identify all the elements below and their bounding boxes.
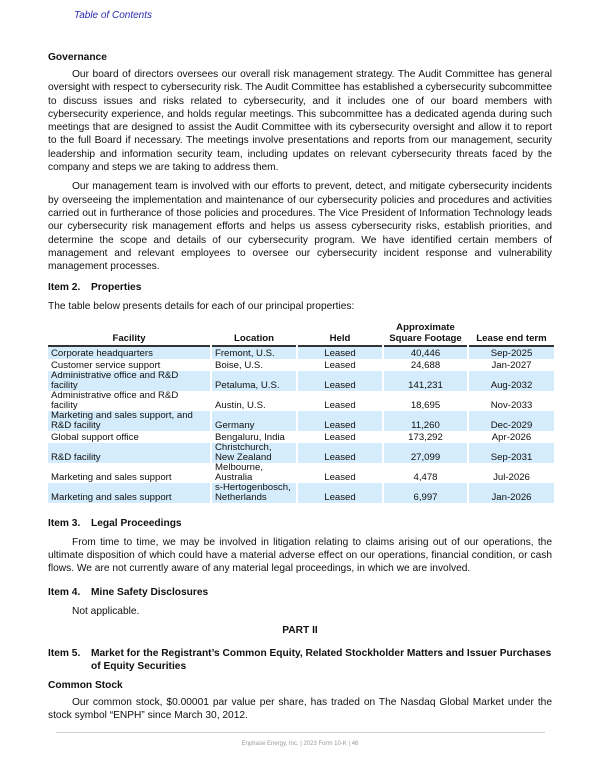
col-header-location: Location xyxy=(212,322,296,347)
cell-lease-end: Aug-2032 xyxy=(469,371,554,391)
table-of-contents-link[interactable]: Table of Contents xyxy=(74,10,153,21)
cell-facility: R&D facility xyxy=(48,443,210,463)
cell-location: Christchurch, New Zealand xyxy=(212,443,296,463)
item5-title: Market for the Registrant’s Common Equity, Related Stockholder Matters and Issuer Purchases of Equity Securities xyxy=(91,647,552,672)
footer-divider xyxy=(56,732,545,733)
cell-lease-end: Sep-2025 xyxy=(469,347,554,359)
page-footer: Enphase Energy, Inc. | 2023 Form 10-K | 46 xyxy=(241,741,359,747)
cell-square-footage: 6,997 xyxy=(384,483,467,503)
cell-location: Petaluma, U.S. xyxy=(212,371,296,391)
cell-facility: Marketing and sales support, and R&D facility xyxy=(48,411,210,431)
cell-facility: Administrative office and R&D facility xyxy=(51,389,179,411)
cell-facility: Administrative office and R&D facility xyxy=(48,371,210,391)
cell-facility: Customer service support xyxy=(51,359,161,371)
cell-lease-end: Nov-2033 xyxy=(490,399,533,411)
part-ii-heading: PART II xyxy=(282,624,318,636)
item3-heading xyxy=(48,517,552,530)
cell-facility: Marketing and sales support xyxy=(48,483,210,503)
cell-held: Leased xyxy=(298,483,382,503)
col-header-facility: Facility xyxy=(48,322,210,347)
table-row xyxy=(48,359,554,371)
cell-location: Fremont, U.S. xyxy=(212,347,296,359)
cell-location: Bengaluru, India xyxy=(215,431,285,443)
item4-number: Item 4. xyxy=(48,586,81,598)
cell-square-footage: 173,292 xyxy=(408,431,443,443)
common-stock-heading: Common Stock xyxy=(48,679,123,691)
governance-heading: Governance xyxy=(48,52,107,63)
cell-facility: Corporate headquarters xyxy=(48,347,210,359)
table-row xyxy=(48,411,554,431)
item3-paragraph: From time to time, we may be involved in litigation relating to claims arising out of our operations, the ultimate disposition of which could have a material adverse effect on our operations, financial condition, or cash flows. We are not currently aware of any material legal proceedings, in which we are involved. xyxy=(48,536,552,575)
cell-location: Melbourne, Australia xyxy=(215,461,263,483)
item2-heading xyxy=(48,281,552,294)
cell-location: s-Hertogenbosch, Netherlands xyxy=(212,483,296,503)
cell-location: Austin, U.S. xyxy=(215,399,266,411)
item5-paragraph: Our common stock, $0.00001 par value per share, has traded on The Nasdaq Global Market under the stock symbol “ENPH” since March 30, 2012. xyxy=(48,696,552,722)
cell-square-footage: 18,695 xyxy=(410,399,441,411)
cell-lease-end: Jan-2026 xyxy=(469,483,554,503)
item4-title: Mine Safety Disclosures xyxy=(91,586,209,598)
table-row xyxy=(48,443,554,463)
cell-location: Germany xyxy=(212,411,296,431)
cell-lease-end: Jan-2027 xyxy=(491,359,532,371)
cell-held: Leased xyxy=(324,359,356,371)
governance-paragraph-1: Our board of directors oversees our overall risk management strategy. The Audit Committee has general oversight with respect to cybersecurity risk. The Audit Committee has established a cybersecurity subcommittee to discuss issues and risks related to cybersecurity, and it includes one of our board members with cybersecurity experience, and holds regular meetings. This subcommittee has a dedicated agenda during such meetings that are designed to assist the Audit Committee with its cybersecurity oversight and allow it to report to the full Board if necessary. The meetings involve presentations and reports from our management, security leadership and information security team, including updates on relevant cybersecurity threats faced by the company and steps we are taking to address them. xyxy=(48,69,552,174)
col-header-lease-end-term: Lease end term xyxy=(469,322,554,347)
item2-intro: The table below presents details for each of our principal properties: xyxy=(48,301,355,313)
cell-square-footage: 141,231 xyxy=(384,371,467,391)
item5-number: Item 5. xyxy=(48,647,81,659)
table-row xyxy=(48,347,554,359)
table-row xyxy=(48,391,554,411)
cell-lease-end: Jul-2026 xyxy=(493,471,530,483)
page-content xyxy=(48,51,552,723)
item5-heading xyxy=(48,647,552,673)
item2-number: Item 2. xyxy=(48,282,81,294)
table-row xyxy=(48,371,554,391)
cell-square-footage: 27,099 xyxy=(384,443,467,463)
item3-title: Legal Proceedings xyxy=(91,517,182,529)
cell-held: Leased xyxy=(324,471,356,483)
cell-square-footage: 11,260 xyxy=(384,411,467,431)
item4-paragraph: Not applicable. xyxy=(72,605,140,617)
cell-facility: Marketing and sales support xyxy=(51,471,172,483)
cell-square-footage: 4,478 xyxy=(413,471,438,483)
cell-held: Leased xyxy=(298,347,382,359)
cell-location: Boise, U.S. xyxy=(215,359,263,371)
cell-lease-end: Sep-2031 xyxy=(469,443,554,463)
item2-title: Properties xyxy=(91,282,142,294)
cell-square-footage: 24,688 xyxy=(410,359,441,371)
cell-held: Leased xyxy=(324,431,356,443)
cell-held: Leased xyxy=(298,411,382,431)
cell-held: Leased xyxy=(298,371,382,391)
cell-held: Leased xyxy=(324,399,356,411)
item3-number: Item 3. xyxy=(48,517,81,529)
table-header-row xyxy=(48,322,554,347)
cell-facility: Global support office xyxy=(51,431,139,443)
cell-lease-end: Dec-2029 xyxy=(469,411,554,431)
governance-paragraph-2: Our management team is involved with our efforts to prevent, detect, and mitigate cybersecurity incidents by overseeing the implementation and maintenance of our cybersecurity policies and procedures and activities carried out in furtherance of those policies and procedures. The Vice President of Information Technology leads our cybersecurity risk management efforts and helps us assess cybersecurity risks, establish priorities, and determine the scope and details of our cybersecurity program. We have identified certain members of management and relevant employees to oversee our cybersecurity incident response and vulnerability management processes. xyxy=(48,181,552,273)
table-row xyxy=(48,431,554,443)
properties-table xyxy=(46,322,556,503)
table-row xyxy=(48,483,554,503)
cell-lease-end: Apr-2026 xyxy=(491,431,532,443)
item4-heading xyxy=(48,586,552,599)
col-header-square-footage: Approximate Square Footage xyxy=(384,322,467,347)
cell-held: Leased xyxy=(298,443,382,463)
cell-square-footage: 40,446 xyxy=(384,347,467,359)
table-row xyxy=(48,463,554,483)
col-header-held: Held xyxy=(298,322,382,347)
